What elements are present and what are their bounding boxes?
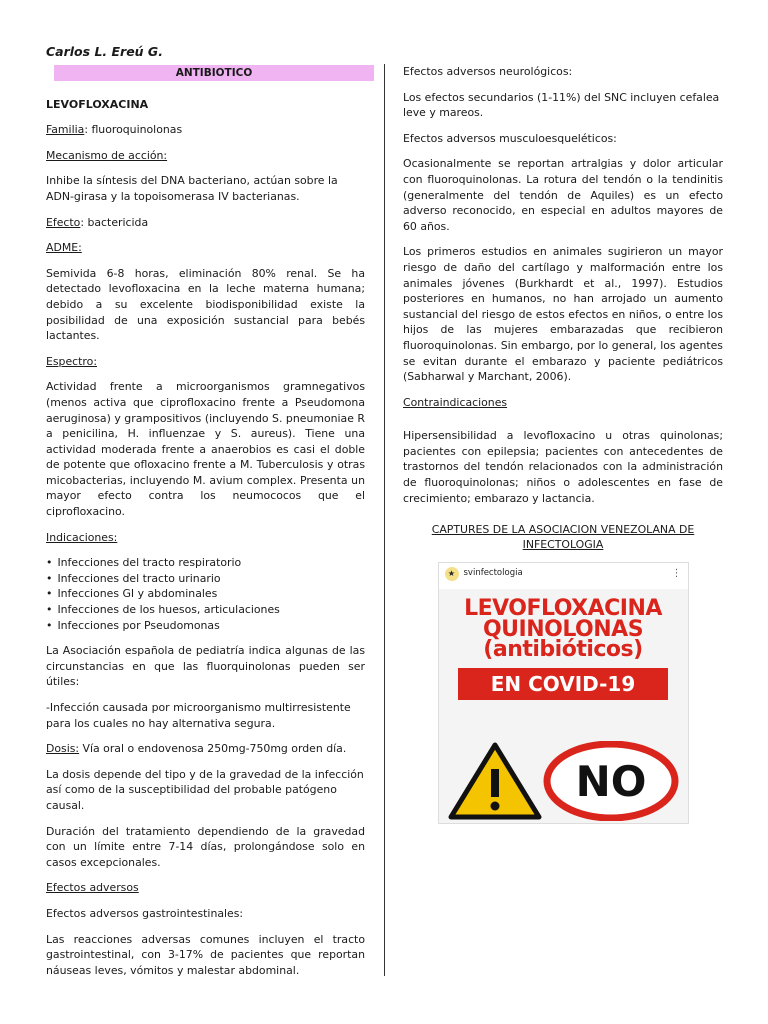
warning-triangle-icon xyxy=(451,745,539,817)
espectro-text: Actividad frente a microorganismos gramnegativos (menos activa que ciprofloxacino frente a Pseudomona aeruginosa) y grampositivos (incluyendo S. pneumoniae R a penicilina, H. influenzae y S. aureus). Tiene una actividad moderada frente a anaerobios es casi el doble de potente que ofloxacino frente a M. Tuberculosis y otras micobacterias, incluyendo M. avium complex. Presenta un mayor efecto contra los neumococos que el ciprofloxacino. xyxy=(46,380,365,519)
familia-line xyxy=(46,122,365,138)
dosis-value: Vía oral o endovenosa 250mg-750mg orden día. xyxy=(79,742,347,756)
neuro-label: Efectos adversos neurológicos: xyxy=(403,65,573,78)
right-column xyxy=(403,64,723,824)
list-item: • Infecciones GI y abdominales xyxy=(46,586,365,602)
list-item: • Infecciones de los huesos, articulaciones xyxy=(46,602,365,618)
author-name: Carlos L. Ereú G. xyxy=(46,44,163,59)
dosis-text: La dosis depende del tipo y de la gravedad de la infección así como de la susceptibilidad del probable patógeno causal. xyxy=(46,767,364,812)
poster-symbols xyxy=(439,741,688,821)
neuro-text: Los efectos secundarios (1-11%) del SNC incluyen cefalea leve y mareos. xyxy=(403,90,720,120)
left-column xyxy=(46,44,365,988)
social-post-card xyxy=(438,562,689,824)
post-username: svinfectologia xyxy=(463,568,523,579)
dosis-line xyxy=(46,741,365,757)
gastro-label: Efectos adversos gastrointestinales: xyxy=(46,906,244,920)
efecto-line xyxy=(46,215,365,231)
post-header xyxy=(439,563,688,585)
post-image xyxy=(439,589,688,823)
mecanismo-label: Mecanismo de acción: xyxy=(46,148,168,162)
contra-text: Hipersensibilidad a levofloxacino u otras quinolonas; pacientes con epilepsia; pacientes con antecedentes de trastornos del tendón relacionados con la administración de fluoroquinolonas; niños o adolescentes en fase de crecimiento; embarazo y lactancia. xyxy=(403,429,723,505)
adme-label: ADME: xyxy=(46,241,82,255)
espectro-label: Espectro: xyxy=(46,354,97,368)
drug-title: LEVOFLOXACINA xyxy=(46,97,149,111)
list-item: • Infecciones del tracto respiratorio xyxy=(46,555,365,571)
covid-banner: EN COVID-19 xyxy=(458,668,668,700)
section-banner: ANTIBIOTICO xyxy=(54,65,374,81)
asociacion-text: La Asociación española de pediatría indica algunas de las circunstancias en que las fluorquinolonas pueden ser útiles: xyxy=(46,644,365,689)
indicaciones-label: Indicaciones: xyxy=(46,530,118,544)
image-caption: CAPTURES DE LA ASOCIACION VENEZOLANA DE INFECTOLOGIA xyxy=(431,523,695,552)
mecanismo-text: Inhibe la síntesis del DNA bacteriano, actúan sobre la ADN-girasa y la topoisomerasa IV bacterianas. xyxy=(46,174,338,203)
list-item: • Infecciones por Pseudomonas xyxy=(46,618,365,634)
familia-value: : fluoroquinolonas xyxy=(84,123,183,137)
efectos-label: Efectos adversos xyxy=(46,881,139,895)
indicaciones-list xyxy=(46,555,365,633)
dosis-label: Dosis: xyxy=(46,742,80,756)
poster-title-line1: LEVOFLOXACINA xyxy=(464,596,662,622)
familia-label: Familia xyxy=(46,123,85,137)
poster-title-line2: QUINOLONAS xyxy=(482,616,644,642)
column-divider xyxy=(384,64,385,976)
duracion-text: Duración del tratamiento dependiendo de la gravedad con un límite entre 7-14 días, prolongándose solo en casos excepcionales. xyxy=(46,824,365,869)
musculo-label: Efectos adversos musculoesqueléticos: xyxy=(403,131,617,145)
infeccion-text: -Infección causada por microorganismo multirresistente para los cuales no hay alternativa segura. xyxy=(46,701,351,730)
avatar: ★ xyxy=(445,567,459,581)
adme-text: Semivida 6-8 horas, eliminación 80% renal. Se ha detectado levofloxacina en la leche materna humana; debido a su excelente biodisponibilidad existe la posibilidad de una exposición sustancial para bebés lactantes. xyxy=(46,266,365,343)
musculo-text: Ocasionalmente se reportan artralgias y dolor articular con fluoroquinolonas. La rotura del tendón o la tendinitis (generalmente del tendón de Aquiles) es un efecto adverso reconocido, en especial en adultos mayores de 60 años. xyxy=(403,157,723,233)
estudios-text: Los primeros estudios en animales sugirieron un mayor riesgo de daño del cartílago y malformación entre los animales jóvenes (Burkhardt et al., 1997). Estudios posteriores en humanos, no han arrojado un aumento sustancial del riesgo de estos efectos en niños, o entre los hijos de las mujeres embarazadas que recibieron fluoroquinolonas. Sin embargo, por lo general, los agentes se evitan durante el embarazo y paciente pediátricos (Sabharwal y Marchant, 2006). xyxy=(403,245,723,384)
no-text: NO xyxy=(575,757,646,807)
no-sign xyxy=(547,744,675,818)
efecto-value: : bactericida xyxy=(80,215,149,229)
contra-label: Contraindicaciones xyxy=(403,395,508,409)
more-vertical-icon[interactable]: ⋮ xyxy=(671,568,682,580)
efecto-label: Efecto xyxy=(46,215,81,229)
list-item: • Infecciones del tracto urinario xyxy=(46,571,365,587)
poster-title-line3: (antibióticos) xyxy=(483,637,643,663)
gastro-text: Las reacciones adversas comunes incluyen el tracto gastrointestinal, con 3-17% de pacientes que reportan náuseas leves, vómitos y malestar abdominal. xyxy=(46,932,365,977)
